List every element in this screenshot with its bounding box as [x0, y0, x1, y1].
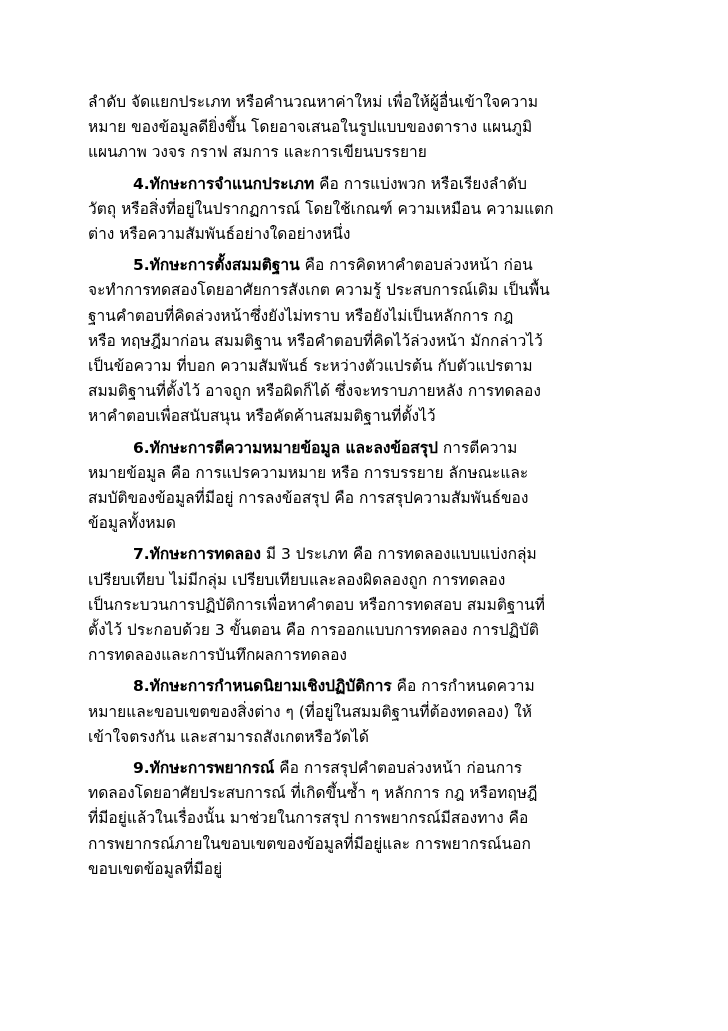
text-line: เปรียบเทียบ ไม่มีกลุ่ม เปรียบเทียบและลองผิดลองถูก การทดลอง: [88, 570, 506, 589]
section-text: คือ การคิดหาคำตอบล่วงหน้า ก่อน: [299, 256, 533, 275]
text-line: จะทำการทดสองโดยอาศัยการสังเกต ความรู้ ประสบการณ์เดิม เป็นพื้น: [88, 281, 550, 300]
text-line: ที่มีอยู่แล้วในเรื่องนั้น มาช่วยในการสรุป การพยากรณ์มีสองทาง คือ: [88, 809, 529, 828]
text-line: วัตถุ หรือสิ่งที่อยู่ในปรากฏการณ์ โดยใช้เกณฑ์ ความเหมือน ความแตก: [88, 199, 554, 218]
text-line: หมายข้อมูล คือ การแปรความหมาย หรือ การบรรยาย ลักษณะและ: [88, 463, 529, 482]
section-classification: [88, 172, 644, 248]
text-line: หาคำตอบเพื่อสนับสนุน หรือคัดค้านสมมติฐานที่ตั้งไว้: [88, 407, 436, 426]
section-heading: 9.ทักษะการพยากรณ์: [133, 759, 275, 778]
section-prediction: [88, 756, 644, 882]
section-first-line: [88, 253, 644, 278]
section-heading: 4.ทักษะการจำแนกประเภท: [133, 174, 315, 193]
section-heading: 8.ทักษะการกำหนดนิยามเชิงปฏิบัติการ: [133, 677, 392, 696]
section-experiment: [88, 542, 644, 668]
text-line: สมมติฐานที่ตั้งไว้ อาจถูก หรือผิดก็ได้ ซึ่งจะทราบภายหลัง การทดลอง: [88, 382, 541, 401]
section-heading: 7.ทักษะการทดลอง: [133, 545, 261, 564]
text-line: ฐานคำตอบที่คิดล่วงหน้าซึ่งยังไม่ทราบ หรือยังไม่เป็นหลักการ กฎ: [88, 306, 514, 325]
section-text: การตีความ: [437, 438, 518, 457]
section-heading: 5.ทักษะการตั้งสมมติฐาน: [133, 256, 300, 275]
text-line: ทดลองโดยอาศัยประสบการณ์ ที่เกิดขึ้นซ้ำ ๆ หลักการ กฎ หรือทฤษฎี: [88, 784, 538, 803]
text-line: การพยากรณ์ภายในขอบเขตของข้อมูลที่มีอยู่และ การพยากรณ์นอก: [88, 834, 531, 853]
text-line: เข้าใจตรงกัน และสามารถสังเกตหรือวัดได้: [88, 727, 369, 746]
text-line: แผนภาพ วงจร กราฟ สมการ และการเขียนบรรยาย: [88, 143, 427, 162]
text-line: หมายและขอบเขตของสิ่งต่าง ๆ (ที่อยู่ในสมมติฐานที่ต้องทดลอง) ให้: [88, 702, 532, 721]
section-text: คือ การกำหนดความ: [391, 677, 535, 696]
text-line: ตั้งไว้ ประกอบด้วย 3 ขั้นตอน คือ การออกแบบการทดลอง การปฏิบัติ: [88, 621, 539, 640]
text-line: สมบัติของข้อมูลที่มีอยู่ การลงข้อสรุป คือ การสรุปความสัมพันธ์ของ: [88, 489, 529, 508]
text-line: เป็นกระบวนการปฏิบัติการเพื่อหาคำตอบ หรือการทดสอบ สมมติฐานที่: [88, 595, 545, 614]
section-first-line: [88, 542, 644, 567]
section-first-line: [88, 756, 644, 781]
section-operational-definition: [88, 674, 644, 750]
section-first-line: [88, 436, 644, 461]
text-line: ข้อมูลทั้งหมด: [88, 514, 176, 533]
section-first-line: [88, 674, 644, 699]
text-line: การทดลองและการบันทึกผลการทดลอง: [88, 646, 347, 665]
intro-paragraph: [88, 90, 644, 166]
text-line: ลำดับ จัดแยกประเภท หรือคำนวณหาค่าใหม่ เพื่อให้ผู้อื่นเข้าใจความ: [88, 93, 539, 111]
text-line: ต่าง หรือความสัมพันธ์อย่างใดอย่างหนึ่ง: [88, 225, 351, 244]
document-page: [88, 90, 644, 882]
section-interpretation: [88, 436, 644, 537]
text-line: หรือ ทฤษฎีมาก่อน สมมติฐาน หรือคำตอบที่คิดไว้ล่วงหน้า มักกล่าวไว้: [88, 331, 543, 350]
text-line: หมาย ของข้อมูลดียิ่งขึ้น โดยอาจเสนอในรูปแบบของตาราง แผนภูมิ: [88, 118, 533, 137]
section-heading: 6.ทักษะการตีความหมายข้อมูล และลงข้อสรุป: [133, 438, 438, 457]
text-line: เป็นข้อความ ที่บอก ความสัมพันธ์ ระหว่างตัวแปรต้น กับตัวแปรตาม: [88, 357, 533, 376]
section-text: คือ การแบ่งพวก หรือเรียงลำดับ: [314, 174, 528, 193]
text-line: ขอบเขตข้อมูลที่มีอยู่: [88, 859, 223, 878]
section-first-line: [88, 172, 644, 197]
section-hypothesis: [88, 253, 644, 429]
section-text: คือ การสรุปคำตอบล่วงหน้า ก่อนการ: [274, 759, 523, 778]
section-text: มี 3 ประเภท คือ การทดลองแบบแบ่งกลุ่ม: [260, 545, 537, 564]
